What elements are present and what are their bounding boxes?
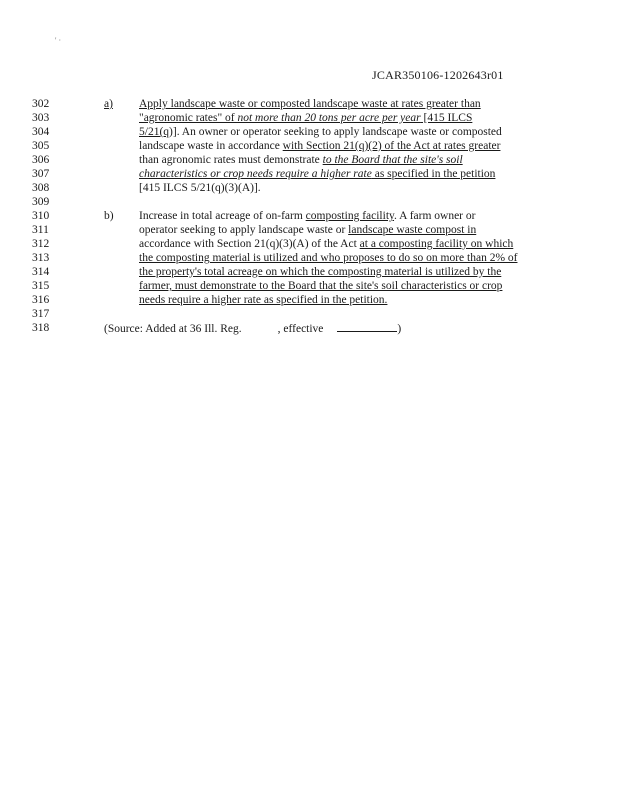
reg-blank [242, 323, 278, 332]
text-segment: than agronomic rates must demonstrate [139, 154, 323, 166]
line-number: 315 [32, 280, 50, 292]
text-segment: "agronomic rates" of [139, 112, 238, 124]
line-number: 312 [32, 238, 50, 250]
text-segment: not more than 20 tons per acre per year [237, 112, 421, 124]
text-segment: . A farm owner or [394, 210, 476, 222]
line-number: 313 [32, 252, 50, 264]
line-number: 318 [32, 322, 50, 334]
text-segment: . An owner or operator seeking to apply landscape waste or composted [176, 126, 502, 138]
text-line [139, 154, 463, 166]
text-line [139, 126, 502, 138]
text-line [139, 182, 261, 194]
line-number: 303 [32, 112, 50, 124]
text-segment: with Section 21(q)(2) of the Act at rates greater [282, 140, 501, 152]
text-line [139, 210, 475, 222]
item-a-label: a) [104, 98, 113, 110]
text-line [139, 224, 476, 236]
line-number: 307 [32, 168, 50, 180]
source-effective: , effective [277, 323, 324, 335]
text-segment: operator seeking to apply landscape waste or [139, 224, 349, 236]
text-line [139, 266, 501, 278]
line-number: 304 [32, 126, 50, 138]
text-segment: landscape waste in accordance [139, 140, 283, 152]
item-b-label: b) [104, 210, 114, 222]
text-segment: the composting material is utilized and who proposes to do so on more than 2% of [139, 252, 518, 264]
line-number: 310 [32, 210, 50, 222]
text-segment: Increase in total acreage of on-farm [139, 210, 306, 222]
source-close: ) [397, 323, 402, 335]
line-number: 305 [32, 140, 50, 152]
text-segment: the property's total acreage on which the composting material is utilized by the [139, 266, 502, 278]
line-number: 306 [32, 154, 50, 166]
line-number: 308 [32, 182, 50, 194]
line-number: 302 [32, 98, 50, 110]
text-segment: [415 ILCS 5/21(q)(3)(A)]. [139, 182, 261, 194]
text-segment: 5/21(q)] [139, 126, 177, 138]
date-blank [337, 322, 397, 332]
text-line [139, 168, 495, 180]
document-id: JCAR350106-1202643r01 [372, 68, 504, 82]
text-line [139, 294, 387, 306]
text-segment: farmer, must demonstrate to the Board that the site's soil characteristics or crop [139, 280, 503, 292]
text-segment: [415 ILCS [420, 112, 473, 124]
text-segment: landscape waste compost in [348, 224, 477, 236]
text-line [139, 98, 481, 110]
text-segment: at a composting facility on which [359, 238, 514, 250]
line-number: 309 [32, 196, 50, 208]
source-note [104, 322, 401, 335]
text-segment: accordance with Section 21(q)(3)(A) of the Act [139, 238, 360, 250]
line-number: 311 [32, 224, 49, 236]
line-number: 317 [32, 308, 50, 320]
text-line [139, 280, 502, 292]
text-segment: Apply landscape waste or composted landscape waste at rates greater than [139, 98, 481, 110]
text-segment: composting facility [305, 210, 395, 222]
text-line [139, 252, 517, 264]
text-line [139, 238, 513, 250]
text-segment: as specified in the petition [371, 168, 496, 180]
scan-marks: ' · [55, 36, 62, 45]
source-prefix: (Source: Added at 36 Ill. Reg. [104, 323, 242, 335]
text-segment: characteristics or crop needs require a higher rate [139, 168, 372, 180]
line-number: 314 [32, 266, 50, 278]
text-line [139, 140, 500, 152]
text-segment: to the Board that the site's soil [322, 154, 463, 166]
text-line [139, 112, 472, 124]
text-segment: needs require a higher rate as specified in the petition. [139, 294, 388, 306]
line-number: 316 [32, 294, 50, 306]
